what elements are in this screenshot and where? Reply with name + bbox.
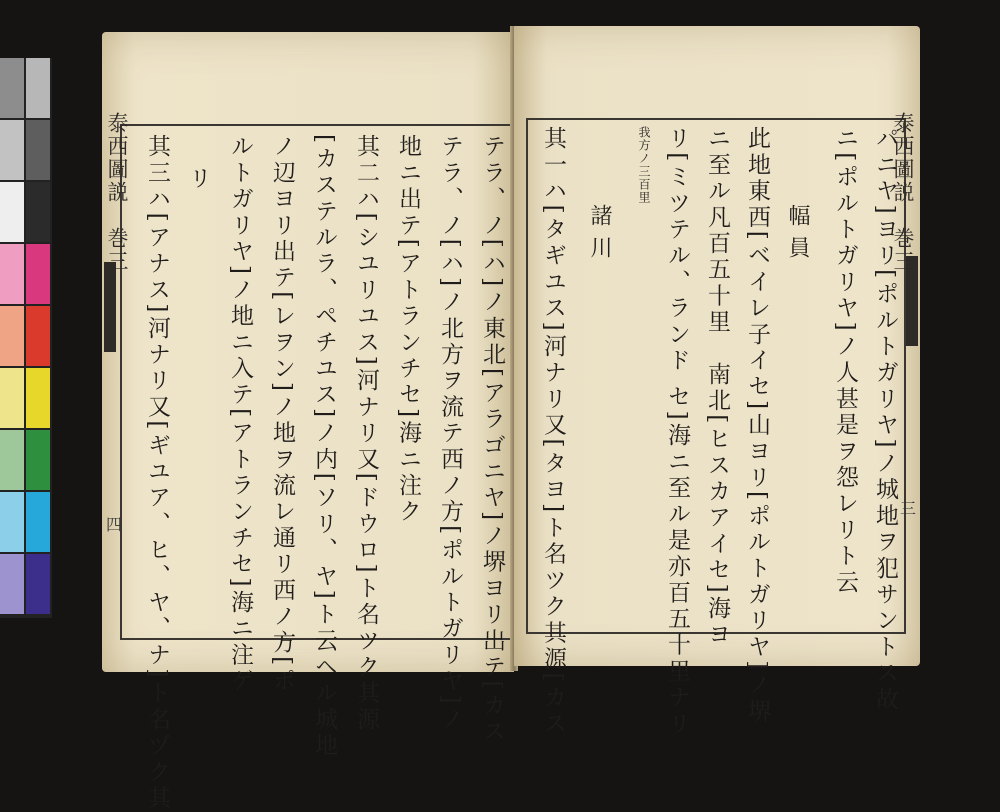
text-column: ルトガリヤ]ノ地ニ入テ[アトランチセ]海ニ注ゲ (227, 134, 253, 695)
color-chip (0, 492, 24, 552)
color-chip (26, 58, 50, 118)
text-column: ニ[ポルトガリヤ]ノ人甚是ヲ怨レリト云 (832, 126, 858, 596)
text-column: ノ辺ヨリ出テ[レヲン]ノ地ヲ流レ通リ西ノ方[ポ (269, 134, 295, 695)
text-column: テラ、ノ[ハ]ノ東北[アラゴニヤ]ノ堺ヨリ出テ[カス (479, 134, 505, 746)
hashira-band (104, 262, 116, 352)
section-heading: 幅員 (785, 204, 810, 268)
color-chip (26, 430, 50, 490)
text-column: 此地東西[ベイレ子イセ]山ヨリ[ポルトガリヤ]ノ堺 (744, 126, 770, 725)
folio-number: 三 (899, 499, 916, 518)
color-chip (26, 554, 50, 614)
color-chip (26, 492, 50, 552)
hashira-title: 泰西圖説 巻三 (105, 112, 129, 273)
color-chip (0, 554, 24, 614)
color-chip (26, 244, 50, 304)
color-chip (0, 58, 24, 118)
color-chip (0, 306, 24, 366)
right-page (514, 26, 920, 738)
color-chip (26, 306, 50, 366)
color-chip (0, 182, 24, 242)
text-column: テラ、ノ[ハ]ノ北方ヲ流テ西ノ方[ポルトガリヤ]ノ (437, 134, 463, 733)
text-column: パニヤ]ヨリ[ポルトガリヤ]ノ城地ヲ犯サントス故 (872, 126, 898, 713)
color-chip (26, 368, 50, 428)
text-column: リ (185, 166, 211, 193)
left-text-frame (120, 124, 516, 812)
color-chip (0, 120, 24, 180)
text-column: ニ至ル凡百五十里 南北[ヒスカアイセ]海ヨ (704, 126, 730, 649)
hashira-title: 泰西圖説 巻三 (891, 112, 915, 273)
color-chip (26, 182, 50, 242)
text-column: リ[ミツテル、ランド セ]海ニ至ル是亦百五十里ナリ (664, 126, 690, 738)
color-chip (26, 120, 50, 180)
color-calibration-strip (0, 58, 52, 618)
color-chip (0, 368, 24, 428)
left-page (102, 32, 514, 812)
text-column: 其二ハ[シユリユス]河ナリ又[ドウロ]ト名ツク其源 (353, 134, 379, 733)
interlinear-note: 我方ノ三百里 (637, 126, 651, 204)
folio-number: 四 (106, 515, 123, 534)
text-column: 地ニ出テ[アトランチセ]海ニ注ク (395, 134, 421, 526)
text-column: 其三ハ[アナス]河ナリ又[ギユア、ヒ、ヤ、ナ]ト名ヅク其 (144, 134, 170, 812)
text-column: 其一ハ[タギユス]河ナリ又[タヨ]ト名ツク其源[カス (540, 126, 566, 738)
color-chip (0, 430, 24, 490)
right-text-frame (526, 118, 906, 738)
open-book (96, 26, 926, 812)
color-chip (0, 244, 24, 304)
section-heading: 諸川 (587, 204, 612, 268)
text-column: [カステルラ、ペチユス]ノ内[ソリ、ヤ]ト云ヘル城地 (311, 134, 337, 760)
